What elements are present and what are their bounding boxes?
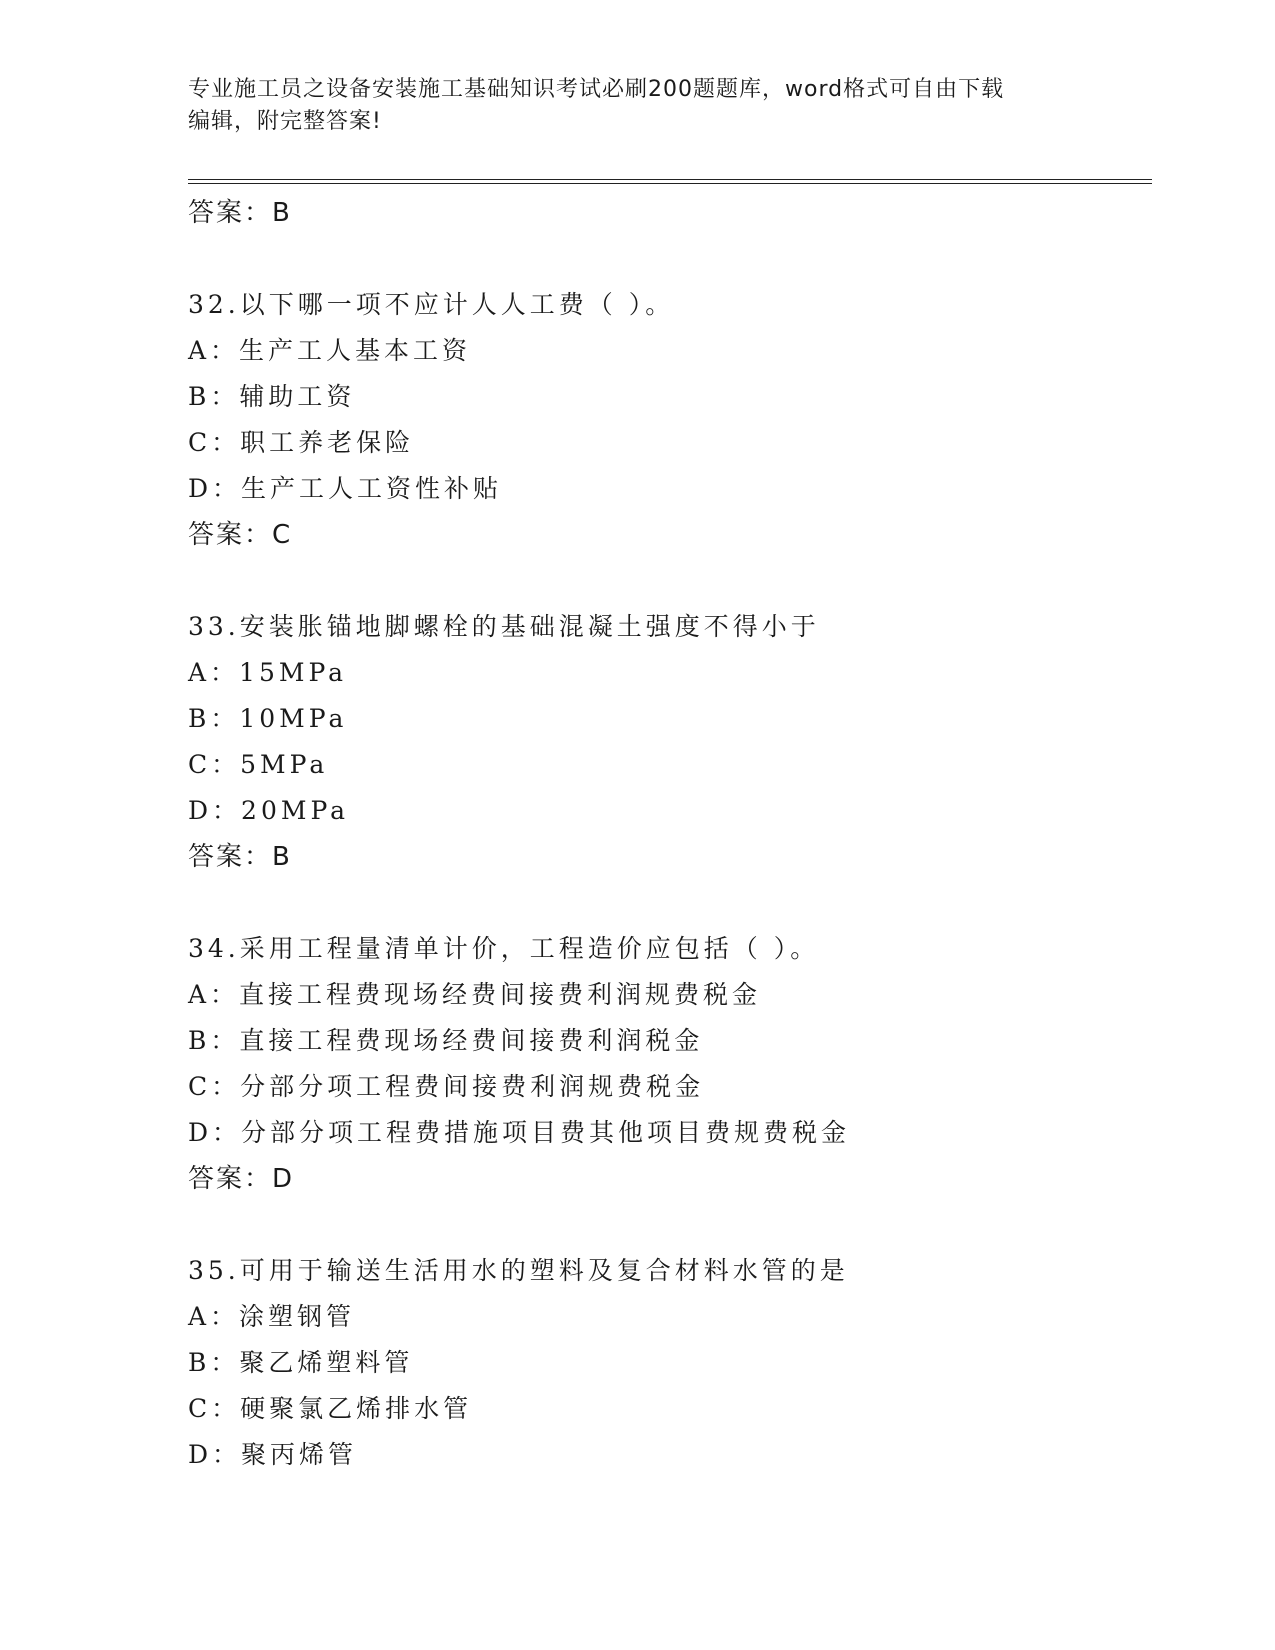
answer-line: 答案：C — [188, 520, 293, 550]
header-rule-top — [188, 179, 1152, 180]
question-block — [188, 604, 1148, 880]
answer-line: 答案：D — [188, 1164, 295, 1194]
document-header: 专业施工员之设备安装施工基础知识考试必刷200题题库，word格式可自由下载 编辑，附完整答案! — [188, 77, 1005, 134]
option-b: B：10MPa — [188, 704, 348, 733]
option-d: D：生产工人工资性补贴 — [188, 474, 503, 503]
option-a: A：生产工人基本工资 — [188, 336, 472, 365]
question-stem: 33.安装胀锚地脚螺栓的基础混凝土强度不得小于 — [188, 612, 820, 641]
answer-line: 答案：B — [188, 842, 292, 872]
option-a: A：15MPa — [188, 658, 348, 687]
question-stem: 34.采用工程量清单计价，工程造价应包括（ ）。 — [188, 934, 820, 963]
question-block — [188, 926, 1148, 1202]
question-block — [188, 282, 1148, 558]
option-b: B：聚乙烯塑料管 — [188, 1348, 414, 1377]
option-b: B：辅助工资 — [188, 382, 356, 411]
question-stem: 35.可用于输送生活用水的塑料及复合材料水管的是 — [188, 1256, 849, 1285]
question-block — [188, 1248, 1148, 1478]
option-a: A：直接工程费现场经费间接费利润规费税金 — [188, 980, 762, 1009]
option-c: C：5MPa — [188, 750, 329, 779]
header-rule-bottom — [188, 183, 1152, 184]
option-d: D：分部分项工程费措施项目费其他项目费规费税金 — [188, 1118, 851, 1147]
option-c: C：分部分项工程费间接费利润规费税金 — [188, 1072, 705, 1101]
option-d: D：20MPa — [188, 796, 350, 825]
option-b: B：直接工程费现场经费间接费利润税金 — [188, 1026, 704, 1055]
option-c: C：职工养老保险 — [188, 428, 415, 457]
answer-line: 答案：B — [188, 198, 292, 228]
question-list — [188, 190, 1148, 1478]
option-a: A：涂塑钢管 — [188, 1302, 356, 1331]
option-d: D：聚丙烯管 — [188, 1440, 358, 1469]
question-stem: 32.以下哪一项不应计人人工费（ ）。 — [188, 290, 675, 319]
option-c: C：硬聚氯乙烯排水管 — [188, 1394, 473, 1423]
